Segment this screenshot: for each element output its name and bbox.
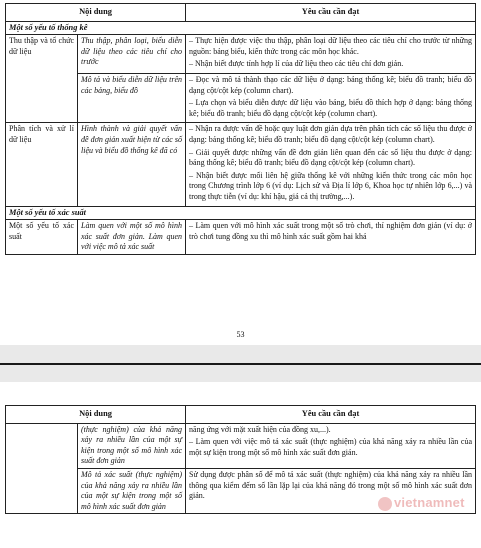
subtopic-cell: Thu thập, phân loại, biểu diễn dữ liệu theo các tiêu chí cho trước <box>78 35 186 74</box>
topic-cell: Thu thập và tổ chức dữ liệu <box>6 35 78 123</box>
section-title-statistics: Một số yếu tố thống kê <box>6 21 476 35</box>
requirement-cell <box>186 73 476 122</box>
divider <box>0 363 481 365</box>
table-row <box>6 220 476 255</box>
header-content: Nội dung <box>6 406 186 424</box>
section-row <box>6 206 476 220</box>
curriculum-table-page-1 <box>5 3 476 255</box>
section-title-probability: Một số yếu tố xác suất <box>6 206 476 220</box>
document-page-2 <box>0 382 481 548</box>
watermark-text: vietnamnet <box>394 495 465 510</box>
page-separator <box>0 345 481 382</box>
topic-cell: Một số yếu tố xác suất <box>6 220 78 255</box>
subtopic-cell: Hình thành và giải quyết vấn đề đơn giản xuất hiện từ các số liệu và biểu đồ thống kê đã có <box>78 123 186 206</box>
subtopic-cell: (thực nghiệm) của khả năng xảy ra nhiều lần của một sự kiện trong một số mô hình xác suất đơn giản <box>78 423 186 468</box>
requirement-item: – Giải quyết được những vấn đề đơn giản liên quan đến các số liệu thu được ở dạng: bảng thống kê; biểu đồ tranh; biểu đồ dạng cột/cột kép (column chart). <box>189 147 472 168</box>
requirement-cell <box>186 123 476 206</box>
page-number: 53 <box>236 330 245 339</box>
requirement-item: – Nhận biết được mối liên hệ giữa thống kê với những kiến thức trong các môn học trong Chương trình lớp 6 (ví dụ: Lịch sử và Địa lí lớp 6, Khoa học tự nhiên lớp 6,...) và trong thực tiễn (ví dụ: khí hậu, giá cả thị trường,...). <box>189 170 472 201</box>
requirement-item: năng ứng với mặt xuất hiện của đồng xu,...). <box>189 424 331 434</box>
topic-cell: Phân tích và xử lí dữ liệu <box>6 123 78 206</box>
header-requirement: Yêu cầu cần đạt <box>186 4 476 22</box>
header-content: Nội dung <box>6 4 186 22</box>
table-header-row <box>6 406 476 424</box>
watermark-logo <box>378 495 465 511</box>
requirement-item: – Làm quen với mô hình xác suất trong một số trò chơi, thí nghiệm đơn giản (ví dụ: ở trò chơi tung đồng xu thì mô hình xác suất gồm hai khả <box>189 221 472 241</box>
topic-cell-empty <box>6 423 78 514</box>
requirement-item: – Lựa chọn và biểu diễn được dữ liệu vào bảng, biểu đồ thích hợp ở dạng: bảng thống kê; biểu đồ tranh; biểu đồ dạng cột/cột kép (column chart). <box>189 98 472 118</box>
requirement-cell <box>186 35 476 74</box>
header-requirement: Yêu cầu cần đạt <box>186 406 476 424</box>
table-row <box>6 35 476 74</box>
table-header-row <box>6 4 476 22</box>
requirement-cell <box>186 423 476 468</box>
requirement-item: – Thực hiện được việc thu thập, phân loại dữ liệu theo các tiêu chí cho trước từ những nguồn: bảng biểu, kiến thức trong các môn học khác. <box>189 36 472 56</box>
section-row <box>6 21 476 35</box>
subtopic-cell: Mô tả xác suất (thực nghiệm) của khả năng xảy ra nhiều lần của một sự kiện trong một số mô hình xác suất đơn giản <box>78 468 186 513</box>
subtopic-cell: Mô tả và biểu diễn dữ liệu trên các bảng, biểu đồ <box>78 73 186 122</box>
requirement-item: – Nhận ra được vấn đề hoặc quy luật đơn giản dựa trên phân tích các số liệu thu được ở dạng: bảng thống kê; biểu đồ tranh; biểu đồ dạng cột/cột kép (column chart). <box>189 124 472 144</box>
subtopic-cell: Làm quen với một số mô hình xác suất đơn giản. Làm quen với việc mô tả xác suất <box>78 220 186 255</box>
table-row <box>6 123 476 206</box>
requirement-item: – Đọc và mô tả thành thạo các dữ liệu ở dạng: bảng thống kê; biểu đồ tranh; biểu đồ dạng cột/cột kép (column chart). <box>189 74 472 95</box>
requirement-item: – Làm quen với việc mô tả xác suất (thực nghiệm) của khả năng xảy ra nhiều lần của một sự kiện trong một số mô hình xác suất đơn giản. <box>189 437 472 457</box>
requirement-cell <box>186 220 476 255</box>
requirement-item: – Nhận biết được tính hợp lí của dữ liệu theo các tiêu chí đơn giản. <box>189 59 404 69</box>
requirement-item: Sử dụng được phân số để mô tả xác suất (thực nghiệm) của khả năng xảy ra nhiều lần thông qua kiểm đếm số lần lặp lại của khả năng đó trong một số mô hình xác suất đơn giản. <box>189 469 472 501</box>
table-row <box>6 423 476 468</box>
logo-icon <box>378 497 392 511</box>
